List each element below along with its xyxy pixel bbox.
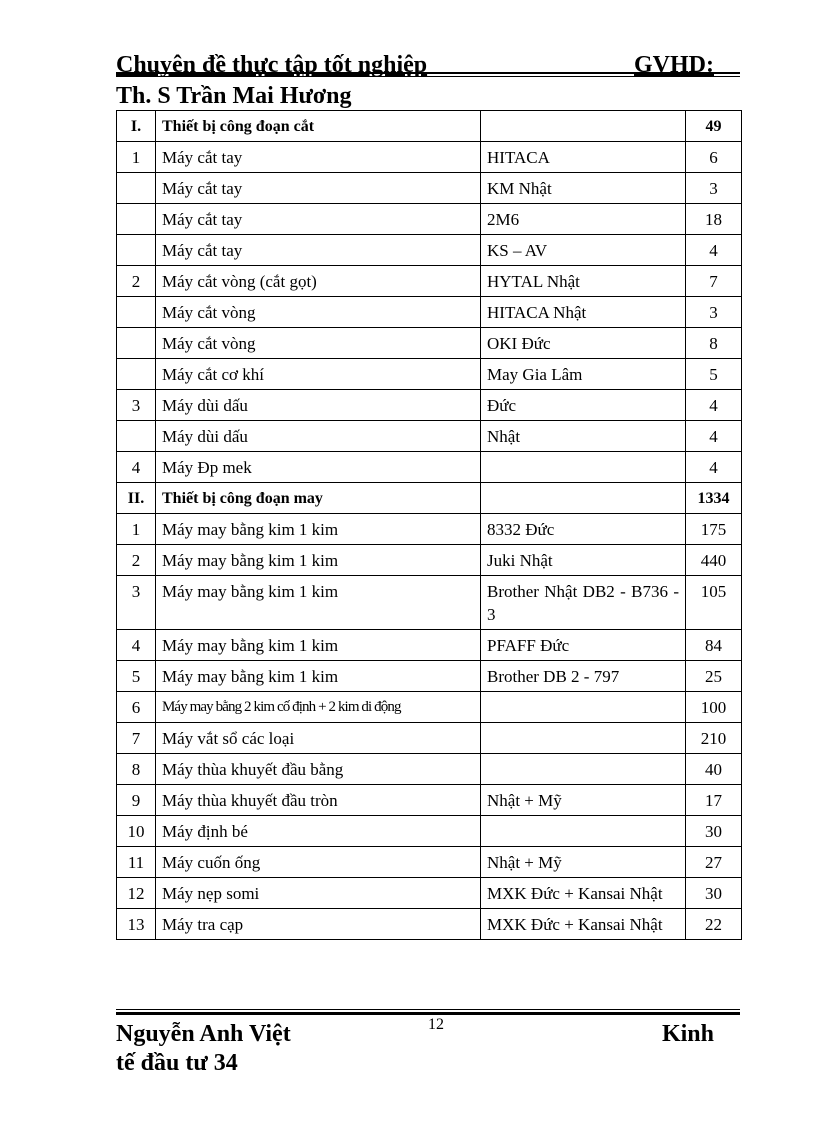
cell-origin: HITACA <box>481 142 686 173</box>
cell-number: 8 <box>117 754 156 785</box>
table-row <box>117 909 742 940</box>
cell-origin: KM Nhật <box>481 173 686 204</box>
cell-number: 12 <box>117 878 156 909</box>
cell-number <box>117 204 156 235</box>
table-row <box>117 297 742 328</box>
header-line <box>116 50 740 80</box>
table-row <box>117 235 742 266</box>
footer-department-start: Kinh <box>661 1021 714 1047</box>
cell-origin <box>481 692 686 723</box>
cell-origin: OKI Đức <box>481 328 686 359</box>
table-row <box>117 816 742 847</box>
cell-number: 11 <box>117 847 156 878</box>
cell-quantity: 4 <box>686 421 742 452</box>
cell-origin <box>481 723 686 754</box>
cell-number: II. <box>117 483 156 514</box>
cell-quantity: 4 <box>686 235 742 266</box>
table-row <box>117 630 742 661</box>
table-row <box>117 847 742 878</box>
cell-number <box>117 297 156 328</box>
cell-quantity: 4 <box>686 452 742 483</box>
table-row <box>117 754 742 785</box>
cell-equipment-name: Máy thùa khuyết đầu tròn <box>156 785 481 816</box>
cell-quantity: 49 <box>686 111 742 142</box>
cell-equipment-name: Máy tra cạp <box>156 909 481 940</box>
cell-quantity: 8 <box>686 328 742 359</box>
cell-number <box>117 235 156 266</box>
cell-quantity: 40 <box>686 754 742 785</box>
cell-origin: MXK Đức + Kansai Nhật <box>481 878 686 909</box>
cell-equipment-name: Máy may bằng kim 1 kim <box>156 661 481 692</box>
equipment-table <box>116 110 742 940</box>
cell-number <box>117 328 156 359</box>
document-title: Chuyên đề thực tập tốt nghiệp <box>116 52 428 78</box>
table-row <box>117 421 742 452</box>
cell-number: I. <box>117 111 156 142</box>
cell-number <box>117 173 156 204</box>
cell-origin <box>481 111 686 142</box>
cell-equipment-name: Máy may bằng 2 kim cố định + 2 kim di động <box>156 692 481 723</box>
footer-rule-thin <box>116 1009 740 1010</box>
cell-quantity: 30 <box>686 878 742 909</box>
cell-number: 10 <box>117 816 156 847</box>
cell-origin: Juki Nhật <box>481 545 686 576</box>
cell-number: 9 <box>117 785 156 816</box>
cell-equipment-name: Máy nẹp somi <box>156 878 481 909</box>
cell-number: 3 <box>117 390 156 421</box>
cell-origin <box>481 452 686 483</box>
cell-equipment-name: Thiết bị công đoạn may <box>156 483 481 514</box>
cell-quantity: 25 <box>686 661 742 692</box>
cell-quantity: 22 <box>686 909 742 940</box>
cell-quantity: 5 <box>686 359 742 390</box>
author-name: Nguyễn Anh Việt <box>116 1021 291 1047</box>
cell-equipment-name: Máy cắt vòng <box>156 328 481 359</box>
cell-origin: May Gia Lâm <box>481 359 686 390</box>
cell-number: 1 <box>117 514 156 545</box>
cell-equipment-name: Thiết bị công đoạn cắt <box>156 111 481 142</box>
cell-quantity: 4 <box>686 390 742 421</box>
table-row <box>117 204 742 235</box>
equipment-table-body <box>117 111 742 940</box>
cell-number: 13 <box>117 909 156 940</box>
equipment-table-container <box>116 110 741 940</box>
cell-quantity: 105 <box>686 576 742 630</box>
footer-department-end: tế đầu tư 34 <box>116 1050 238 1076</box>
cell-number: 5 <box>117 661 156 692</box>
cell-origin <box>481 754 686 785</box>
table-row <box>117 576 742 630</box>
cell-quantity: 6 <box>686 142 742 173</box>
table-row <box>117 328 742 359</box>
table-row <box>117 266 742 297</box>
cell-quantity: 100 <box>686 692 742 723</box>
cell-origin: Đức <box>481 390 686 421</box>
table-row <box>117 359 742 390</box>
table-row <box>117 514 742 545</box>
cell-origin: Nhật <box>481 421 686 452</box>
cell-origin: Brother DB 2 - 797 <box>481 661 686 692</box>
cell-equipment-name: Máy cắt tay <box>156 142 481 173</box>
section-row <box>117 483 742 514</box>
section-row <box>117 111 742 142</box>
cell-number: 2 <box>117 266 156 297</box>
cell-origin: Nhật + Mỹ <box>481 847 686 878</box>
table-row <box>117 452 742 483</box>
cell-origin: KS – AV <box>481 235 686 266</box>
cell-equipment-name: Máy cắt vòng <box>156 297 481 328</box>
cell-equipment-name: Máy cắt tay <box>156 204 481 235</box>
cell-equipment-name: Máy cắt cơ khí <box>156 359 481 390</box>
advisor-label: GVHD: <box>634 52 714 78</box>
cell-origin: Brother Nhật DB2 - B736 - 3 <box>481 576 686 630</box>
cell-equipment-name: Máy may bằng kim 1 kim <box>156 545 481 576</box>
cell-equipment-name: Máy may bằng kim 1 kim <box>156 576 481 630</box>
table-row <box>117 878 742 909</box>
table-row <box>117 785 742 816</box>
cell-quantity: 3 <box>686 297 742 328</box>
cell-origin: 2M6 <box>481 204 686 235</box>
cell-number: 7 <box>117 723 156 754</box>
table-row <box>117 661 742 692</box>
cell-quantity: 7 <box>686 266 742 297</box>
header-rule-thin <box>116 76 740 77</box>
page-header <box>116 50 740 109</box>
table-row <box>117 692 742 723</box>
cell-equipment-name: Máy Đp mek <box>156 452 481 483</box>
cell-number: 4 <box>117 630 156 661</box>
cell-number: 1 <box>117 142 156 173</box>
cell-number <box>117 421 156 452</box>
cell-equipment-name: Máy may bằng kim 1 kim <box>156 514 481 545</box>
table-row <box>117 545 742 576</box>
table-row <box>117 142 742 173</box>
advisor-name: Th. S Trần Mai Hương <box>116 83 352 109</box>
cell-equipment-name: Máy định bé <box>156 816 481 847</box>
cell-equipment-name: Máy thùa khuyết đầu bằng <box>156 754 481 785</box>
cell-equipment-name: Máy cuốn ống <box>156 847 481 878</box>
page-number: 12 <box>428 1016 444 1033</box>
cell-number <box>117 359 156 390</box>
cell-quantity: 18 <box>686 204 742 235</box>
cell-quantity: 175 <box>686 514 742 545</box>
cell-origin <box>481 816 686 847</box>
cell-origin: Nhật + Mỹ <box>481 785 686 816</box>
cell-equipment-name: Máy cắt vòng (cắt gọt) <box>156 266 481 297</box>
cell-equipment-name: Máy cắt tay <box>156 235 481 266</box>
cell-origin: MXK Đức + Kansai Nhật <box>481 909 686 940</box>
cell-origin: 8332 Đức <box>481 514 686 545</box>
cell-quantity: 84 <box>686 630 742 661</box>
cell-equipment-name: Máy dùi dấu <box>156 390 481 421</box>
cell-origin <box>481 483 686 514</box>
cell-equipment-name: Máy vắt sổ các loại <box>156 723 481 754</box>
cell-quantity: 440 <box>686 545 742 576</box>
header-rule <box>116 72 740 74</box>
cell-quantity: 3 <box>686 173 742 204</box>
cell-number: 6 <box>117 692 156 723</box>
cell-origin: PFAFF Đức <box>481 630 686 661</box>
cell-quantity: 30 <box>686 816 742 847</box>
cell-quantity: 27 <box>686 847 742 878</box>
cell-origin: HITACA Nhật <box>481 297 686 328</box>
cell-number: 3 <box>117 576 156 630</box>
cell-origin: HYTAL Nhật <box>481 266 686 297</box>
cell-quantity: 17 <box>686 785 742 816</box>
table-row <box>117 723 742 754</box>
cell-quantity: 1334 <box>686 483 742 514</box>
table-row <box>117 173 742 204</box>
cell-equipment-name: Máy cắt tay <box>156 173 481 204</box>
cell-number: 2 <box>117 545 156 576</box>
cell-equipment-name: Máy may bằng kim 1 kim <box>156 630 481 661</box>
cell-number: 4 <box>117 452 156 483</box>
table-row <box>117 390 742 421</box>
cell-equipment-name: Máy dùi dấu <box>156 421 481 452</box>
cell-quantity: 210 <box>686 723 742 754</box>
